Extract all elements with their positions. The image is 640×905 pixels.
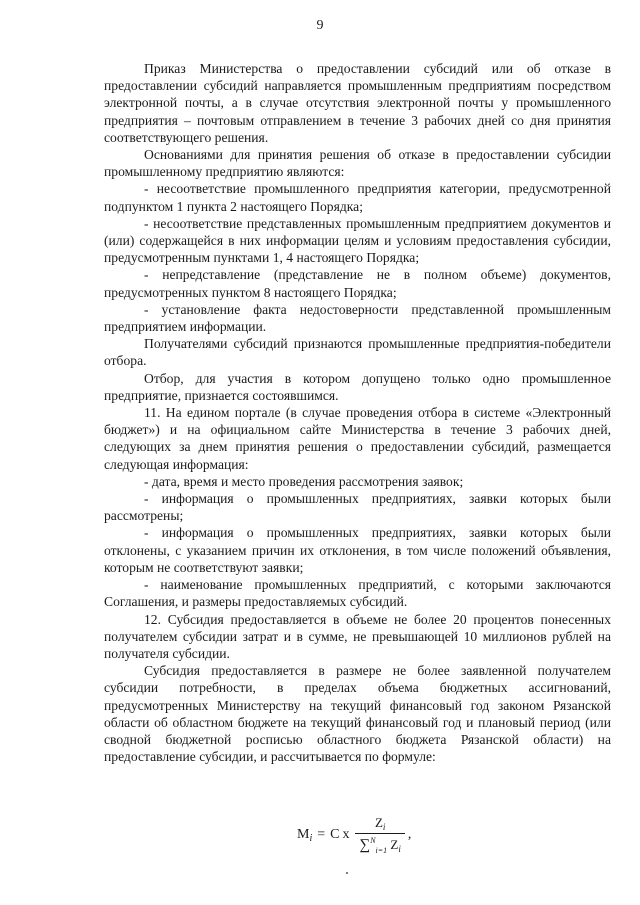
formula-denominator: ∑$^N_{i=1}$ $Z_i$	[355, 833, 404, 855]
formula-fraction	[355, 815, 404, 855]
list-item: - установление факта недостоверности представленной промышленным предприятием информации.	[104, 301, 611, 335]
page-number: 9	[316, 18, 324, 33]
list-item: - непредставление (представление не в полном объеме) документов, предусмотренных пунктом 8 настоящего Порядка;	[104, 267, 611, 300]
formula-numerator: $Z_i$	[374, 815, 386, 832]
formula-coef: C	[330, 827, 340, 842]
list-item: - несоответствие представленных промышленным предприятием документов и (или) содержащейся в них информации целям и условиям предоставления субсидии, предусмотренным пунктами 1, 4 настоящего Порядка;	[104, 215, 611, 266]
paragraph: Отбор, для участия в котором допущено только одно промышленное предприятие, признается состоявшимся.	[104, 370, 611, 403]
paragraph: Получателями субсидий признаются промышленные предприятия-победители отбора.	[104, 336, 611, 369]
list-item: - информация о промышленных предприятиях, заявки которых были отклонены, с указанием причин их отклонения, в том числе положений объявления, которым не соответствуют заявки;	[104, 525, 611, 575]
scan-speck	[346, 872, 348, 874]
paragraph: Субсидия предоставляется в размере не более заявленной получателем субсидии потребности, в пределах объема бюджетных ассигнований, предусмотренных Министерству на текущий финансовый год законом Рязанской области об областном бюджете на текущий финансовый год и плановый период (или сводной бюджетной росписью областного бюджета Рязанской области) на предоставление субсидии, и рассчитывается по формуле:	[104, 663, 611, 765]
formula-lhs: $M_i$	[297, 826, 313, 844]
paragraph: 11. На едином портале (в случае проведения отбора в системе «Электронный бюджет») и на официальном сайте Министерства в течение 3 рабочих дней, следующих за днем принятия решения о предоставлении субсидий, размещается следующая информация:	[104, 405, 611, 472]
body-text	[104, 60, 611, 765]
subsidy-formula	[297, 815, 411, 855]
list-item: - наименование промышленных предприятий, с которыми заключаются Соглашения, и размеры предоставляемых субсидий.	[104, 577, 611, 610]
formula-times: x	[342, 827, 350, 842]
list-item: - дата, время и место проведения рассмотрения заявок;	[144, 473, 464, 489]
paragraph: 12. Субсидия предоставляется в объеме не более 20 процентов понесенных получателем субсидии затрат и в сумме, не превышающей 10 миллионов рублей на получателя субсидии.	[104, 611, 611, 661]
formula-equals: =	[317, 827, 326, 842]
list-item: - информация о промышленных предприятиях, заявки которых были рассмотрены;	[104, 491, 611, 524]
paragraph: Приказ Министерства о предоставлении субсидий или об отказе в предоставлении субсидий направляется промышленным предприятиям посредством электронной почты, а в случае отсутствия электронной почты у промышленного предприятия – почтовым отправлением в течение 3 рабочих дней со дня принятия соответствующего решения.	[104, 61, 611, 145]
formula-trailing-comma: ,	[407, 827, 412, 842]
paragraph: Основаниями для принятия решения об отказе в предоставлении субсидии промышленному предприятию являются:	[104, 147, 611, 180]
list-item: - несоответствие промышленного предприятия категории, предусмотренной подпунктом 1 пункта 2 настоящего Порядка;	[104, 181, 611, 214]
